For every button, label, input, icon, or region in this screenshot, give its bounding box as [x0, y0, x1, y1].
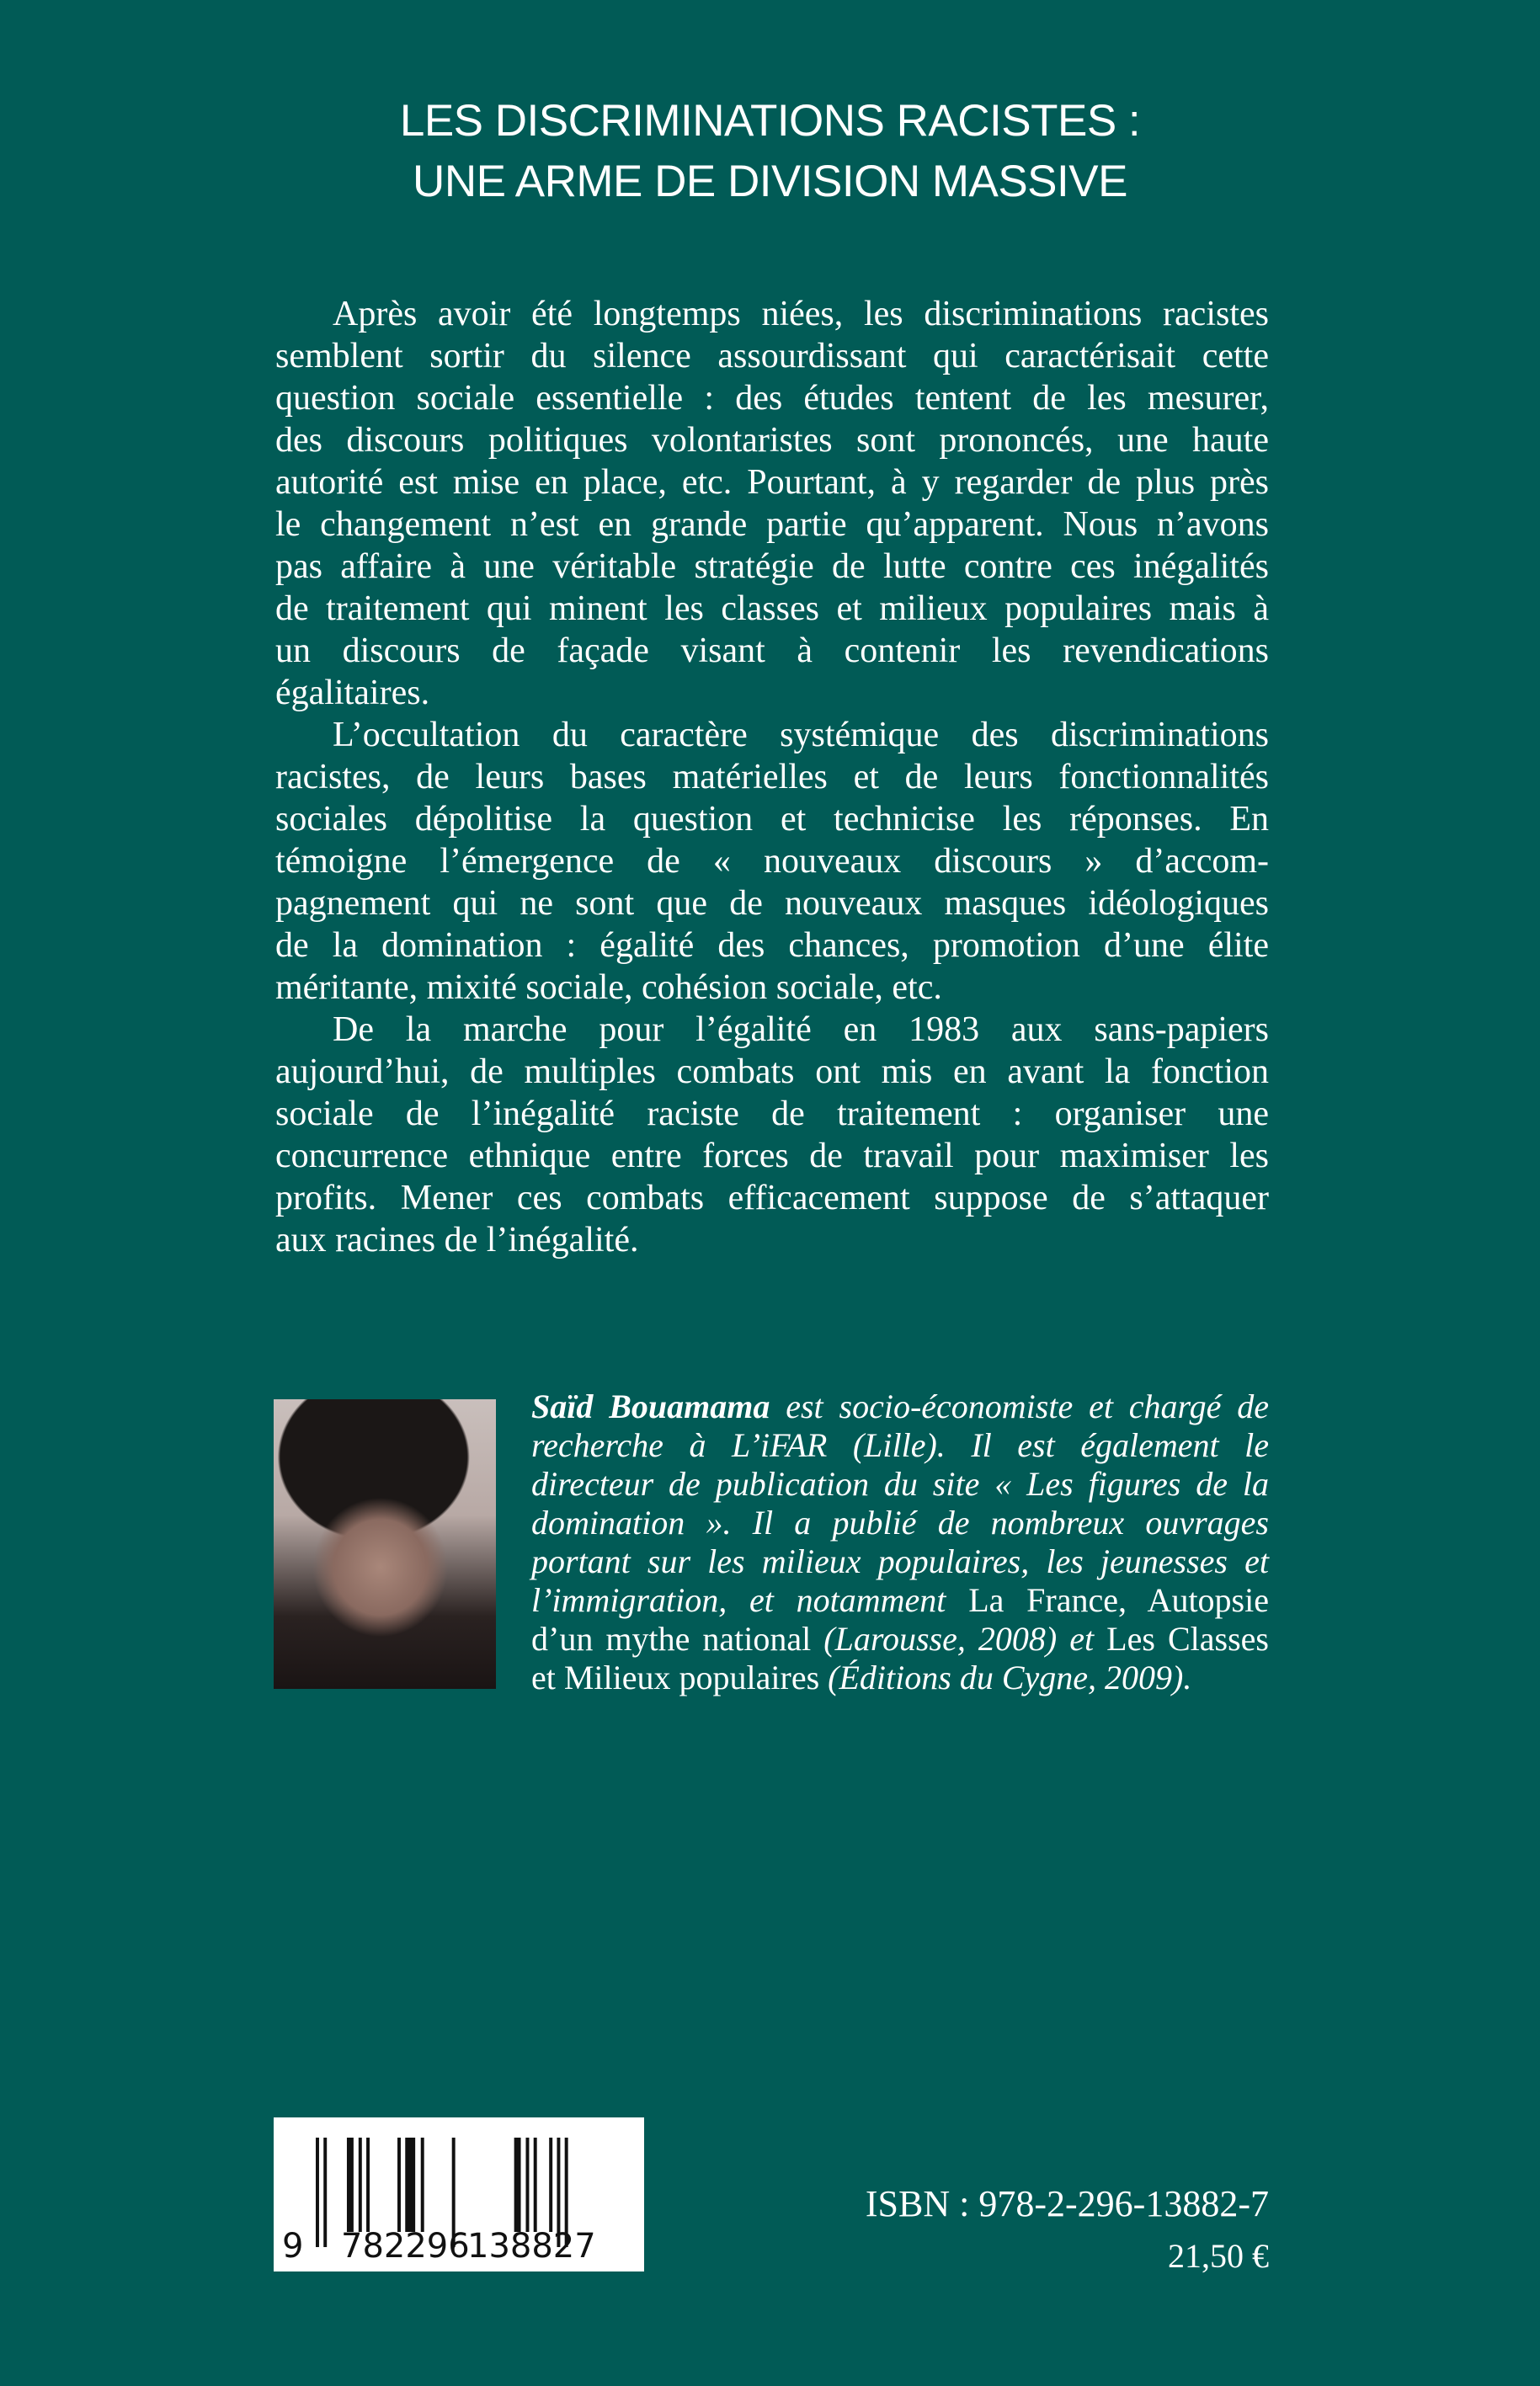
text-line: pas affaire à une véritable stratégie de lutte contre ces inégalités	[275, 547, 1269, 586]
text-line: semblent sortir du silence assourdissant qui caractérisait cette	[275, 337, 1269, 375]
text-line: sociale de l’inégalité raciste de traitement : organiser une	[275, 1094, 1269, 1133]
paragraph	[275, 293, 1269, 714]
text-line: question sociale essentielle : des études tentent de les mesurer,	[275, 379, 1269, 418]
text-line: racistes, de leurs bases matérielles et de leurs fonctionnalités	[275, 758, 1269, 796]
paragraph	[275, 1009, 1269, 1261]
barcode-bar	[534, 2138, 537, 2232]
author-name: Saïd Bouamama	[531, 1387, 770, 1425]
bio-segment: d’un mythe national	[531, 1620, 824, 1658]
bio-line	[531, 1465, 1269, 1504]
barcode-bar	[366, 2138, 370, 2232]
author-photo	[274, 1399, 496, 1689]
bio-segment: directeur de publication du site « Les figures de la	[531, 1465, 1269, 1503]
text-line: des discours politiques volontaristes sont prononcés, une haute	[275, 421, 1269, 460]
text-line: concurrence ethnique entre forces de travail pour maximiser les	[275, 1137, 1269, 1175]
text-line: L’occultation du caractère systémique des discriminations	[333, 716, 1269, 754]
bio-segment: (Éditions du Cygne, 2009).	[828, 1659, 1192, 1696]
barcode-digits: 9	[282, 2227, 304, 2266]
bio-segment: recherche à L’iFAR (Lille). Il est également le	[531, 1426, 1269, 1464]
text-line: égalitaires.	[275, 674, 430, 712]
text-line: de la domination : égalité des chances, promotion d’une élite	[275, 926, 1269, 965]
isbn-barcode	[274, 2117, 644, 2271]
text-line: témoigne l’émergence de « nouveaux discours » d’accom-	[275, 842, 1269, 881]
bio-line	[531, 1387, 1269, 1426]
barcode-bar	[405, 2138, 415, 2232]
barcode-digits: 138827	[467, 2227, 596, 2266]
isbn-number: ISBN : 978-2-296-13882-7	[865, 2183, 1269, 2224]
bio-line	[531, 1659, 1269, 1697]
paragraph	[275, 714, 1269, 1009]
barcode-bar	[316, 2138, 319, 2247]
barcode-bar	[549, 2138, 552, 2232]
bio-segment: et Milieux populaires	[531, 1659, 829, 1696]
bio-segment: l’immigration, et notamment	[531, 1581, 969, 1619]
text-line: de traitement qui minent les classes et milieux populaires mais à	[275, 589, 1269, 628]
text-line: profits. Mener ces combats efficacement suppose de s’attaquer	[275, 1179, 1269, 1217]
title-line-1: LES DISCRIMINATIONS RACISTES :	[399, 96, 1141, 146]
text-line: De la marche pour l’égalité en 1983 aux sans-papiers	[333, 1010, 1269, 1049]
barcode-bar	[323, 2138, 327, 2247]
barcode-bar	[514, 2138, 521, 2232]
bio-segment: portant sur les milieux populaires, les jeunesses et	[531, 1542, 1269, 1580]
bio-segment: (Larousse, 2008) et	[823, 1620, 1107, 1658]
barcode-bar	[347, 2138, 354, 2232]
text-line: Après avoir été longtemps niées, les discriminations racistes	[333, 295, 1269, 333]
author-bio	[531, 1387, 1269, 1697]
barcode-bar	[397, 2138, 401, 2232]
text-line: aux racines de l’inégalité.	[275, 1221, 639, 1260]
barcode-bar	[525, 2138, 529, 2232]
text-line: autorité est mise en place, etc. Pourtant, à y regarder de plus près	[275, 463, 1269, 502]
text-line: le changement n’est en grande partie qu’apparent. Nous n’avons	[275, 505, 1269, 544]
text-line: sociales dépolitise la question et technicise les réponses. En	[275, 800, 1269, 839]
bio-segment: Les Classes	[1106, 1620, 1269, 1658]
bio-line	[531, 1542, 1269, 1581]
blurb-text	[275, 293, 1269, 1261]
barcode-bars	[274, 2117, 644, 2271]
bio-line	[531, 1620, 1269, 1659]
bio-segment: La France, Autopsie	[968, 1581, 1269, 1619]
text-line: aujourd’hui, de multiples combats ont mis en avant la fonction	[275, 1052, 1269, 1091]
text-line: un discours de façade visant à contenir les revendications	[275, 631, 1269, 670]
bio-line	[531, 1426, 1269, 1465]
barcode-digits: 782296	[341, 2227, 470, 2266]
bio-segment: est socio-économiste et chargé de	[770, 1387, 1269, 1425]
price: 21,50 €	[1168, 2237, 1269, 2275]
bio-line	[531, 1581, 1269, 1620]
barcode-bar	[421, 2138, 424, 2232]
bio-line	[531, 1504, 1269, 1542]
book-title	[0, 91, 1540, 212]
title-line-2: UNE ARME DE DIVISION MASSIVE	[413, 157, 1127, 206]
text-line: méritante, mixité sociale, cohésion sociale, etc.	[275, 968, 942, 1007]
bio-segment: domination ». Il a publié de nombreux ouvrages	[531, 1504, 1269, 1542]
text-line: pagnement qui ne sont que de nouveaux masques idéologiques	[275, 884, 1269, 923]
barcode-bar	[359, 2138, 362, 2232]
